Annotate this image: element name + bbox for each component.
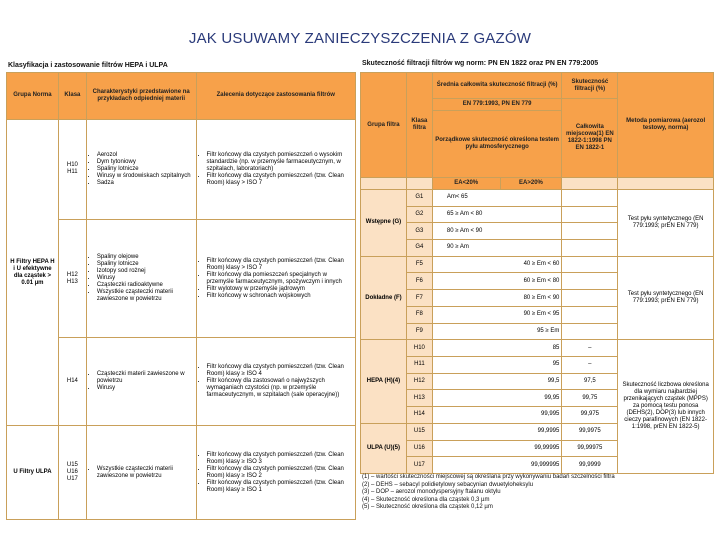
klasa-cell: F5 xyxy=(406,256,432,273)
left-table-caption: Klasyfikacja i zastosowanie filtrów HEPA i ULPA xyxy=(8,62,168,69)
list-item: • Filtr wylotowy w przemyśle jądrowym xyxy=(207,286,353,293)
filtration-efficiency-table xyxy=(360,72,714,474)
klasa-cell: F8 xyxy=(406,306,432,323)
klasa-cell: F9 xyxy=(406,323,432,340)
list-item: • Filtr końcowy dla czystych pomieszczeń (tzw. Clean Room) klasy ≥ ISO 1 xyxy=(207,480,353,494)
list-item: • Cząsteczki radioaktywne xyxy=(97,282,194,289)
list-item: • Filtr końcowy dla czystych pomieszczeń (tzw. Clean Room) klasy ≥ ISO 3 xyxy=(207,452,353,466)
footnotes xyxy=(362,474,712,512)
group-cell: Dokładne (F) xyxy=(361,256,407,340)
efficiency-cell: 99,999995 xyxy=(432,457,562,474)
zal-cell xyxy=(196,219,355,337)
zal-cell xyxy=(196,426,355,520)
group-cell: Wstępne (G) xyxy=(361,189,407,256)
list-item: • Wirusy w środowiskach szpitalnych xyxy=(97,173,194,180)
list-item: • Spaliny olejowe xyxy=(97,254,194,261)
col-header-grupa: Grupa filtra xyxy=(361,73,407,178)
local-efficiency-cell: – xyxy=(562,356,618,373)
efficiency-cell: 90 ≥ Am xyxy=(432,240,562,257)
efficiency-cell: 99,95 xyxy=(432,390,562,407)
hepa-ulpa-table xyxy=(6,72,356,520)
efficiency-cell: 99,9995 xyxy=(432,423,562,440)
list-item: • Filtr końcowy dla czystych pomieszczeń (tzw. Clean Room) klasy > ISO 7 xyxy=(207,173,353,187)
local-efficiency-cell xyxy=(562,206,618,223)
col-header-klasa: Klasa filtra xyxy=(406,73,432,178)
efficiency-cell: 80 ≥ Em < 90 xyxy=(432,290,562,307)
list-item: • Spaliny lotnicze xyxy=(97,166,194,173)
local-efficiency-cell: – xyxy=(562,340,618,357)
char-cell xyxy=(86,119,196,219)
page-title: JAK USUWAMY ZANIECZYSZCZENIA Z GAZÓW xyxy=(188,30,532,47)
table-row xyxy=(7,219,356,337)
col-header-ea-lt: EA<20% xyxy=(432,178,500,190)
col-header-porz: Porządkowe skuteczność określona testem pyłu atmosferycznego xyxy=(432,111,562,178)
efficiency-cell: 90 ≥ Em < 95 xyxy=(432,306,562,323)
list-item: • Spaliny lotnicze xyxy=(97,261,194,268)
klasa-cell: U15 U16 U17 xyxy=(58,426,86,520)
zal-cell xyxy=(196,119,355,219)
local-efficiency-cell: 99,975 xyxy=(562,407,618,424)
col-header-srednia: Średnia całkowita skuteczność filtracji (%) xyxy=(432,73,562,99)
klasa-cell: G1 xyxy=(406,189,432,206)
zal-cell xyxy=(196,338,355,426)
local-efficiency-cell xyxy=(562,290,618,307)
group-cell: ULPA (U)(5) xyxy=(361,423,407,473)
klasa-cell: F7 xyxy=(406,290,432,307)
col-header-norm: EN 779:1993, PN EN 779 xyxy=(432,99,562,111)
klasa-cell: F6 xyxy=(406,273,432,290)
klasa-cell: H12 H13 xyxy=(58,219,86,337)
klasa-cell: G4 xyxy=(406,240,432,257)
local-efficiency-cell: 99,99975 xyxy=(562,440,618,457)
efficiency-cell: 60 ≥ Em < 80 xyxy=(432,273,562,290)
list-item: • Wirusy xyxy=(97,275,194,282)
local-efficiency-cell xyxy=(562,273,618,290)
klasa-cell: U15 xyxy=(406,423,432,440)
group-cell-ulpa: U Filtry ULPA xyxy=(7,426,59,520)
local-efficiency-cell: 97,5 xyxy=(562,373,618,390)
col-header-calk: Całkowita miejscowa(1) EN 1822-1:1998 PN EN 1822-1 xyxy=(562,99,618,178)
table-row xyxy=(7,338,356,426)
efficiency-cell: 85 xyxy=(432,340,562,357)
local-efficiency-cell xyxy=(562,306,618,323)
klasa-cell: H11 xyxy=(406,356,432,373)
footnote: (1) – wartości skuteczności miejscowej są określana przy wykonywaniu badań szczelności filtra xyxy=(362,474,615,480)
local-efficiency-cell xyxy=(562,189,618,206)
local-efficiency-cell: 99,9975 xyxy=(562,423,618,440)
list-item: • Filtr końcowy dla czystych pomieszczeń (tzw. Clean Room) klasy ≥ ISO 2 xyxy=(207,466,353,480)
local-efficiency-cell xyxy=(562,256,618,273)
table-row xyxy=(361,340,714,357)
list-item: • Cząsteczki materii zawieszone w powietrzu xyxy=(97,371,194,385)
table-row xyxy=(7,426,356,520)
col-header-empty xyxy=(618,178,714,190)
klasa-cell: H14 xyxy=(406,407,432,424)
local-efficiency-cell xyxy=(562,323,618,340)
list-item: • Wszystkie cząsteczki materii zawieszone w powietrzu xyxy=(97,466,194,480)
col-header-klasa: Klasa xyxy=(58,73,86,120)
list-item: • Aerozol xyxy=(97,152,194,159)
list-item: • Izotopy sod rożnej xyxy=(97,268,194,275)
list-item: • Dym tytoniowy xyxy=(97,159,194,166)
efficiency-cell: 95 ≥ Em xyxy=(432,323,562,340)
col-header-ea-gt: EA>20% xyxy=(500,178,562,190)
local-efficiency-cell xyxy=(562,223,618,240)
footnote: (5) – Skuteczność określona dla cząstek 0,12 µm xyxy=(362,504,493,510)
klasa-cell: H10 H11 xyxy=(58,119,86,219)
method-cell: Test pyłu syntetycznego (EN 779:1993; prEN EN 779) xyxy=(618,256,714,340)
col-header-empty xyxy=(406,178,432,190)
klasa-cell: H10 xyxy=(406,340,432,357)
col-header-empty xyxy=(562,178,618,190)
efficiency-cell: Am< 65 xyxy=(432,189,562,206)
list-item: • Filtr końcowy dla czystych pomieszczeń (tzw. Clean Room) klasy > ISO 7 xyxy=(207,258,353,272)
char-cell xyxy=(86,338,196,426)
efficiency-cell: 99,995 xyxy=(432,407,562,424)
col-header-empty xyxy=(361,178,407,190)
efficiency-cell: 65 ≥ Am < 80 xyxy=(432,206,562,223)
col-header-char: Charakterystyki przedstawione na przykładach odpiedniej materii xyxy=(86,73,196,120)
klasa-cell: U17 xyxy=(406,457,432,474)
list-item: • Filtr końcowy dla pomieszczeń specjalnych w przemyśle farmaceutycznym, spożywczym i innych xyxy=(207,272,353,286)
list-item: • Wszystkie cząsteczki materii zawieszone w powietrzu xyxy=(97,289,194,303)
efficiency-cell: 99,5 xyxy=(432,373,562,390)
table-row xyxy=(361,189,714,206)
method-cell: Skuteczność liczbowa określona dla wymiaru najbardziej przenikających cząstek (MPPS) za pomocą testu ponosa (DEHS(2), DOP(3) lub innych cieczy parafinowych (EN 1822-1:1998, prEN EN 1822-5) xyxy=(618,340,714,474)
efficiency-cell: 80 ≥ Am < 90 xyxy=(432,223,562,240)
list-item: • Wirusy xyxy=(97,385,194,392)
col-header-skut: Skuteczność filtracji (%) xyxy=(562,73,618,99)
col-header-grupa: Grupa Norma xyxy=(7,73,59,120)
group-cell-hepa: H Filtry HEPA H i U efektywne dla cząstek > 0.01 µm xyxy=(7,119,59,425)
char-cell xyxy=(86,219,196,337)
list-item: • Sadza xyxy=(97,180,194,187)
efficiency-cell: 95 xyxy=(432,356,562,373)
klasa-cell: H14 xyxy=(58,338,86,426)
right-table-caption: Skuteczność filtracji filtrów wg norm: PN EN 1822 oraz PN EN 779:2005 xyxy=(362,60,599,67)
efficiency-cell: 40 ≥ Em < 60 xyxy=(432,256,562,273)
list-item: • Filtr końcowy w schronach wojskowych xyxy=(207,293,353,300)
footnote: (4) – Skuteczność określona dla cząstek 0,3 µm xyxy=(362,496,490,503)
footnote: (2) – DEHS – sebacyl polidietylowy sebacynian dwuetyloheksylu xyxy=(362,481,534,488)
efficiency-cell: 99,99995 xyxy=(432,440,562,457)
footnote: (3) – DOP – aerozol monodyspersyjny ftalanu oktylu xyxy=(362,489,501,495)
local-efficiency-cell: 99,9999 xyxy=(562,457,618,474)
klasa-cell: G2 xyxy=(406,206,432,223)
local-efficiency-cell xyxy=(562,240,618,257)
char-cell xyxy=(86,426,196,520)
list-item: • Filtr końcowy dla czystych pomieszczeń o wysokim standardzie (np. w przemyśle farmaceutycznym, w szpitalach, laboratoriach) xyxy=(207,152,353,173)
group-cell: HEPA (H)(4) xyxy=(361,340,407,424)
table-row xyxy=(7,119,356,219)
klasa-cell: H13 xyxy=(406,390,432,407)
col-header-zal: Zalecenia dotyczące zastosowania filtrów xyxy=(196,73,355,120)
table-row xyxy=(361,256,714,273)
klasa-cell: H12 xyxy=(406,373,432,390)
klasa-cell: U16 xyxy=(406,440,432,457)
klasa-cell: G3 xyxy=(406,223,432,240)
list-item: • Filtr końcowy dla zastosowań o najwyższych wymaganiach czystości (np. w przemyśle farmaceutycznym, w szpitalach (sale operacyjne)) xyxy=(207,378,353,399)
list-item: • Filtr końcowy dla czystych pomieszczeń (tzw. Clean Room) klasy ≥ ISO 4 xyxy=(207,364,353,378)
col-header-metoda: Metoda pomiarowa (aerozol testowy, norma) xyxy=(618,73,714,178)
local-efficiency-cell: 99,75 xyxy=(562,390,618,407)
method-cell: Test pyłu syntetycznego (EN 779:1993; prEN EN 779) xyxy=(618,189,714,256)
